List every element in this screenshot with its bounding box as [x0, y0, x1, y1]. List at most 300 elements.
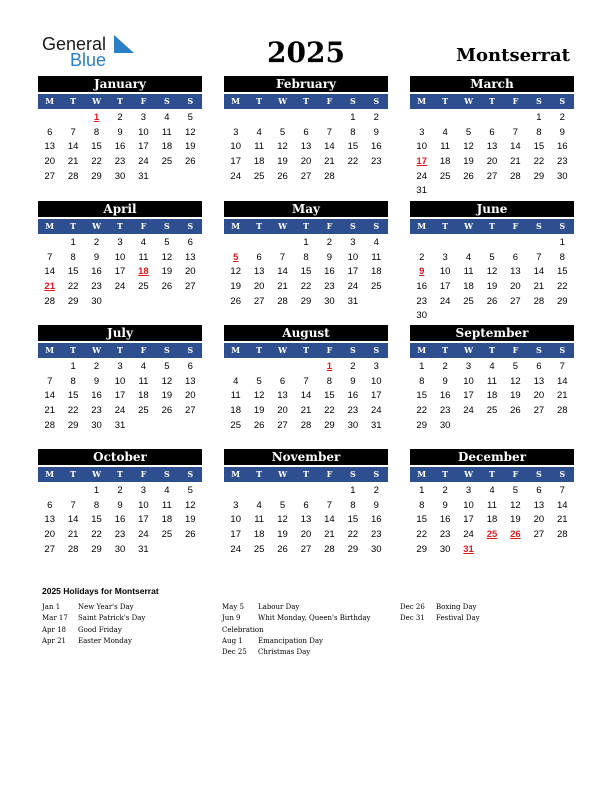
day-cell: 25 — [253, 543, 265, 555]
day-cell: 31 — [138, 170, 149, 182]
day-cell: 4 — [140, 237, 147, 248]
day-cell: 18 — [463, 281, 474, 293]
day-cell: 4 — [489, 485, 495, 496]
month-september — [410, 325, 574, 433]
day-cell: 7 — [70, 499, 76, 511]
day-cell: 12 — [277, 514, 288, 526]
day-cell: 27 — [277, 419, 288, 431]
day-cell: 15 — [533, 141, 545, 153]
day-cell: 18 — [439, 156, 451, 168]
weekday-label: T — [442, 96, 449, 106]
day-cell: 21 — [533, 281, 545, 293]
day-cell: 23 — [439, 529, 451, 541]
empty-cell — [247, 484, 270, 499]
day-cell: 26 — [230, 295, 241, 307]
day-cell: 18 — [138, 390, 149, 402]
day-cell: 14 — [44, 390, 55, 402]
day-cell: 4 — [489, 361, 495, 372]
empty-cell — [247, 111, 270, 126]
day-cell: 27 — [510, 295, 521, 307]
day-cell: 28 — [533, 295, 545, 307]
day-cell: 4 — [442, 126, 448, 138]
day-cell: 8 — [536, 126, 542, 138]
day-cell: 25 — [230, 419, 241, 431]
day-cell: 20 — [44, 156, 55, 168]
holiday-entry — [222, 647, 370, 658]
day-cell: 21 — [44, 405, 55, 417]
day-cell: 11 — [161, 126, 172, 138]
weekday-label: F — [326, 96, 333, 106]
day-cell: 23 — [91, 281, 102, 293]
month-august — [224, 325, 388, 433]
day-cell: 18 — [486, 390, 498, 402]
day-cell: 14 — [324, 141, 335, 153]
day-cell: 28 — [67, 170, 79, 182]
calendar-year: 2025 — [267, 36, 345, 69]
day-grid — [224, 360, 388, 433]
weekday-label: F — [326, 345, 333, 355]
day-cell: 30 — [439, 419, 451, 431]
holidays-section — [42, 586, 572, 657]
weekday-header — [38, 343, 202, 358]
day-cell: 7 — [559, 361, 565, 372]
day-cell: 16 — [439, 390, 451, 402]
day-cell: 15 — [91, 514, 102, 526]
holiday-column — [42, 602, 145, 647]
day-cell: 8 — [326, 375, 333, 387]
day-cell: 2 — [373, 485, 379, 496]
weekday-label: W — [92, 221, 102, 231]
empty-cell — [38, 236, 61, 251]
weekday-label: S — [349, 469, 356, 479]
day-cell: 20 — [184, 266, 196, 278]
day-cell: 10 — [230, 141, 241, 153]
month-title: April — [38, 201, 202, 217]
day-cell: 6 — [303, 126, 309, 138]
holiday-name: Christmas Day — [258, 648, 311, 657]
holiday-entry — [222, 602, 370, 613]
day-cell: 3 — [419, 126, 425, 138]
holiday-entry — [400, 613, 480, 624]
day-grid — [224, 484, 388, 557]
month-february — [224, 76, 388, 184]
day-cell: 9 — [373, 126, 379, 138]
day-grid — [224, 111, 388, 184]
day-cell: 13 — [533, 499, 545, 511]
day-cell: 4 — [465, 251, 472, 263]
holiday-entry — [42, 602, 145, 613]
day-cell: 13 — [510, 266, 521, 278]
holiday-date: Dec 31 — [400, 614, 425, 623]
day-cell: 28 — [510, 170, 521, 182]
day-cell: 11 — [463, 266, 474, 278]
day-grid — [410, 360, 574, 433]
day-cell: 16 — [347, 390, 359, 402]
day-cell: 25 — [439, 170, 451, 182]
holiday-date: Aug 1 — [222, 636, 243, 645]
holiday-date: Jun 9 — [222, 614, 241, 623]
day-grid — [410, 484, 574, 557]
weekday-label: M — [417, 345, 427, 355]
weekday-label: T — [70, 469, 77, 479]
month-title: October — [38, 449, 202, 465]
weekday-label: T — [303, 345, 309, 355]
day-cell: 18 — [370, 266, 382, 278]
weekday-label: W — [464, 345, 474, 355]
weekday-label: S — [349, 345, 356, 355]
day-cell: 26 — [184, 156, 196, 168]
weekday-label: T — [489, 469, 495, 479]
day-cell: 13 — [184, 251, 196, 263]
day-cell: 7 — [512, 126, 519, 138]
day-cell: 18 — [486, 514, 498, 526]
weekday-label: M — [45, 221, 55, 231]
day-cell: 21 — [300, 405, 312, 417]
holiday-entry — [222, 613, 370, 624]
day-cell: 30 — [91, 419, 102, 431]
day-cell: 4 — [233, 375, 239, 387]
day-cell: 12 — [230, 266, 241, 278]
day-cell: 5 — [164, 237, 170, 248]
day-cell: 13 — [533, 375, 545, 387]
weekday-header — [410, 94, 574, 109]
day-cell: 1 — [350, 485, 356, 496]
day-cell: 7 — [536, 251, 542, 263]
day-cell: 1 — [419, 485, 425, 496]
weekday-label: S — [187, 345, 194, 355]
month-title: July — [38, 325, 202, 341]
weekday-label: T — [303, 469, 309, 479]
day-cell: 17 — [370, 390, 382, 402]
day-cell: 1 — [559, 237, 565, 248]
holiday-entry — [42, 625, 145, 636]
weekday-label: S — [373, 96, 380, 106]
weekday-label: S — [349, 96, 356, 106]
weekday-label: W — [278, 469, 288, 479]
day-cell: 18 — [253, 156, 265, 168]
day-cell: 8 — [303, 251, 309, 263]
day-cell: 27 — [253, 295, 265, 307]
day-cell: 9 — [559, 126, 565, 138]
empty-cell — [271, 111, 294, 126]
day-cell: 29 — [416, 419, 427, 431]
day-cell: 25 — [138, 281, 149, 293]
empty-cell — [247, 360, 270, 375]
month-april — [38, 201, 202, 309]
day-cell: 22 — [533, 156, 545, 168]
empty-cell — [224, 360, 247, 375]
day-cell: 3 — [373, 361, 379, 372]
day-cell: 29 — [556, 295, 568, 307]
empty-cell — [38, 360, 61, 375]
day-cell: 21 — [324, 529, 335, 541]
day-cell: 5 — [187, 485, 193, 496]
day-cell: 14 — [510, 141, 521, 153]
day-cell: 7 — [326, 499, 333, 511]
day-cell: 20 — [253, 281, 265, 293]
weekday-label: T — [489, 96, 495, 106]
day-cell: 30 — [439, 543, 451, 555]
holiday-entry — [42, 613, 145, 624]
holiday-day: 26 — [510, 529, 521, 541]
month-july — [38, 325, 202, 433]
weekday-label: F — [512, 469, 519, 479]
day-cell: 15 — [324, 390, 335, 402]
day-cell: 24 — [416, 170, 427, 182]
holiday-date: Jan 1 — [42, 603, 61, 611]
day-cell: 7 — [559, 485, 565, 496]
month-title: February — [224, 76, 388, 92]
day-cell: 19 — [277, 529, 288, 541]
day-cell: 14 — [300, 390, 312, 402]
day-cell: 16 — [114, 514, 126, 526]
weekday-label: W — [464, 469, 474, 479]
empty-cell — [224, 111, 247, 126]
weekday-label: T — [256, 221, 263, 231]
empty-cell — [433, 111, 456, 126]
day-cell: 30 — [91, 295, 102, 307]
day-cell: 22 — [324, 405, 335, 417]
day-cell: 24 — [114, 405, 126, 417]
empty-cell — [271, 236, 294, 251]
empty-cell — [294, 484, 317, 499]
weekday-label: M — [231, 221, 241, 231]
month-title: November — [224, 449, 388, 465]
day-cell: 29 — [533, 170, 545, 182]
weekday-label: T — [70, 96, 77, 106]
day-cell: 2 — [117, 485, 123, 496]
day-cell: 29 — [67, 295, 79, 307]
day-cell: 6 — [489, 126, 495, 138]
empty-cell — [224, 236, 247, 251]
month-january — [38, 76, 202, 184]
empty-cell — [410, 111, 433, 126]
day-cell: 27 — [300, 170, 312, 182]
empty-cell — [504, 111, 527, 126]
day-cell: 23 — [439, 405, 451, 417]
day-cell: 16 — [416, 281, 427, 293]
brand-name-general: General — [42, 34, 107, 54]
weekday-label: M — [231, 345, 241, 355]
month-title: January — [38, 76, 202, 92]
weekday-label: M — [231, 96, 241, 106]
day-cell: 24 — [230, 170, 241, 182]
day-cell: 10 — [463, 375, 474, 387]
weekday-label: S — [535, 469, 542, 479]
day-cell: 26 — [277, 543, 288, 555]
day-cell: 29 — [416, 543, 427, 555]
day-cell: 11 — [254, 514, 265, 526]
day-cell: 2 — [93, 361, 100, 372]
weekday-header — [224, 94, 388, 109]
day-cell: 11 — [138, 375, 149, 387]
day-cell: 12 — [184, 126, 196, 138]
month-december — [410, 449, 574, 557]
day-cell: 17 — [114, 266, 126, 278]
day-cell: 7 — [47, 251, 53, 263]
empty-cell — [224, 484, 247, 499]
day-cell: 27 — [533, 405, 545, 417]
day-cell: 23 — [370, 156, 382, 168]
weekday-label: F — [140, 221, 147, 231]
day-cell: 15 — [347, 141, 359, 153]
weekday-header — [410, 343, 574, 358]
day-cell: 5 — [489, 251, 495, 263]
day-cell: 15 — [91, 141, 102, 153]
day-cell: 16 — [91, 390, 102, 402]
day-cell: 22 — [67, 405, 79, 417]
day-cell: 20 — [486, 156, 498, 168]
day-cell: 19 — [184, 141, 196, 153]
weekday-label: W — [92, 345, 102, 355]
month-march — [410, 76, 574, 199]
weekday-label: S — [535, 96, 542, 106]
day-cell: 1 — [536, 112, 542, 123]
day-cell: 24 — [114, 281, 126, 293]
day-cell: 7 — [326, 126, 333, 138]
weekday-label: M — [45, 469, 55, 479]
day-cell: 19 — [253, 405, 265, 417]
holiday-day: 5 — [233, 251, 239, 263]
day-cell: 14 — [67, 514, 79, 526]
day-cell: 25 — [463, 295, 474, 307]
empty-cell — [457, 236, 480, 251]
day-grid — [38, 360, 202, 433]
day-cell: 9 — [326, 251, 333, 263]
day-grid — [224, 236, 388, 309]
day-cell: 4 — [164, 112, 170, 123]
day-cell: 3 — [233, 499, 239, 511]
day-cell: 24 — [347, 281, 359, 293]
day-cell: 14 — [556, 375, 568, 387]
day-cell: 26 — [486, 295, 498, 307]
day-cell: 26 — [463, 170, 474, 182]
weekday-label: S — [373, 221, 380, 231]
weekday-label: S — [559, 96, 566, 106]
day-cell: 26 — [161, 281, 173, 293]
empty-cell — [294, 360, 317, 375]
day-cell: 1 — [70, 361, 76, 372]
day-cell: 1 — [303, 237, 309, 248]
country-name: Montserrat — [456, 45, 570, 66]
day-cell: 6 — [47, 126, 53, 138]
day-cell: 17 — [114, 390, 126, 402]
weekday-label: W — [278, 221, 288, 231]
day-cell: 10 — [370, 375, 382, 387]
day-cell: 24 — [463, 529, 474, 541]
day-cell: 20 — [533, 390, 545, 402]
day-cell: 13 — [277, 390, 288, 402]
day-cell: 9 — [442, 375, 448, 387]
holiday-column — [400, 602, 480, 625]
day-grid — [38, 111, 202, 184]
weekday-label: S — [373, 469, 380, 479]
holiday-day: 1 — [326, 361, 333, 372]
weekday-label: F — [140, 96, 147, 106]
day-cell: 25 — [253, 170, 265, 182]
day-cell: 23 — [91, 405, 102, 417]
day-cell: 12 — [161, 375, 173, 387]
day-cell: 17 — [230, 529, 241, 541]
day-cell: 27 — [44, 543, 55, 555]
empty-cell — [271, 484, 294, 499]
day-cell: 6 — [187, 237, 193, 248]
day-cell: 22 — [347, 156, 359, 168]
empty-cell — [38, 484, 61, 499]
day-cell: 28 — [67, 543, 79, 555]
day-cell: 31 — [370, 419, 382, 431]
day-cell: 5 — [256, 375, 262, 387]
day-cell: 14 — [556, 499, 568, 511]
day-cell: 25 — [161, 156, 173, 168]
day-cell: 19 — [486, 281, 498, 293]
weekday-label: S — [535, 345, 542, 355]
holiday-entry — [42, 636, 145, 647]
day-cell: 11 — [161, 499, 172, 511]
day-cell: 2 — [93, 237, 100, 248]
day-cell: 4 — [256, 126, 262, 138]
day-cell: 16 — [324, 266, 335, 278]
day-cell: 5 — [279, 499, 286, 511]
day-cell: 28 — [556, 529, 568, 541]
day-cell: 24 — [439, 295, 451, 307]
day-grid — [410, 236, 574, 324]
empty-cell — [61, 111, 84, 126]
day-cell: 1 — [70, 237, 76, 248]
holiday-day: 1 — [93, 112, 100, 123]
day-cell: 10 — [114, 375, 126, 387]
day-cell: 17 — [230, 156, 241, 168]
day-cell: 11 — [138, 251, 149, 263]
day-cell: 8 — [70, 251, 76, 263]
weekday-label: T — [303, 96, 309, 106]
day-cell: 18 — [230, 405, 241, 417]
day-cell: 2 — [373, 112, 379, 123]
day-cell: 17 — [347, 266, 359, 278]
holiday-name: Easter Monday — [78, 636, 132, 645]
day-cell: 23 — [347, 405, 359, 417]
empty-cell — [294, 111, 317, 126]
day-cell: 13 — [300, 514, 312, 526]
day-cell: 12 — [161, 251, 173, 263]
day-cell: 15 — [416, 390, 427, 402]
day-cell: 20 — [300, 156, 312, 168]
empty-cell — [271, 360, 294, 375]
weekday-label: S — [163, 469, 170, 479]
holiday-name: Festival Day — [436, 614, 480, 623]
empty-cell — [433, 236, 456, 251]
day-cell: 25 — [486, 405, 498, 417]
weekday-label: T — [303, 221, 309, 231]
day-cell: 27 — [533, 529, 545, 541]
weekday-header — [38, 219, 202, 234]
day-cell: 8 — [70, 375, 76, 387]
day-cell: 19 — [463, 156, 474, 168]
day-cell: 12 — [463, 141, 474, 153]
day-cell: 30 — [556, 170, 568, 182]
day-cell: 20 — [44, 529, 55, 541]
day-cell: 10 — [439, 266, 451, 278]
weekday-label: F — [140, 469, 147, 479]
holiday-day: 21 — [44, 281, 55, 293]
weekday-label: T — [442, 221, 449, 231]
day-cell: 6 — [279, 375, 286, 387]
day-cell: 19 — [184, 514, 196, 526]
day-cell: 14 — [44, 266, 55, 278]
day-cell: 24 — [138, 156, 149, 168]
day-cell: 26 — [253, 419, 265, 431]
day-cell: 3 — [350, 237, 356, 248]
